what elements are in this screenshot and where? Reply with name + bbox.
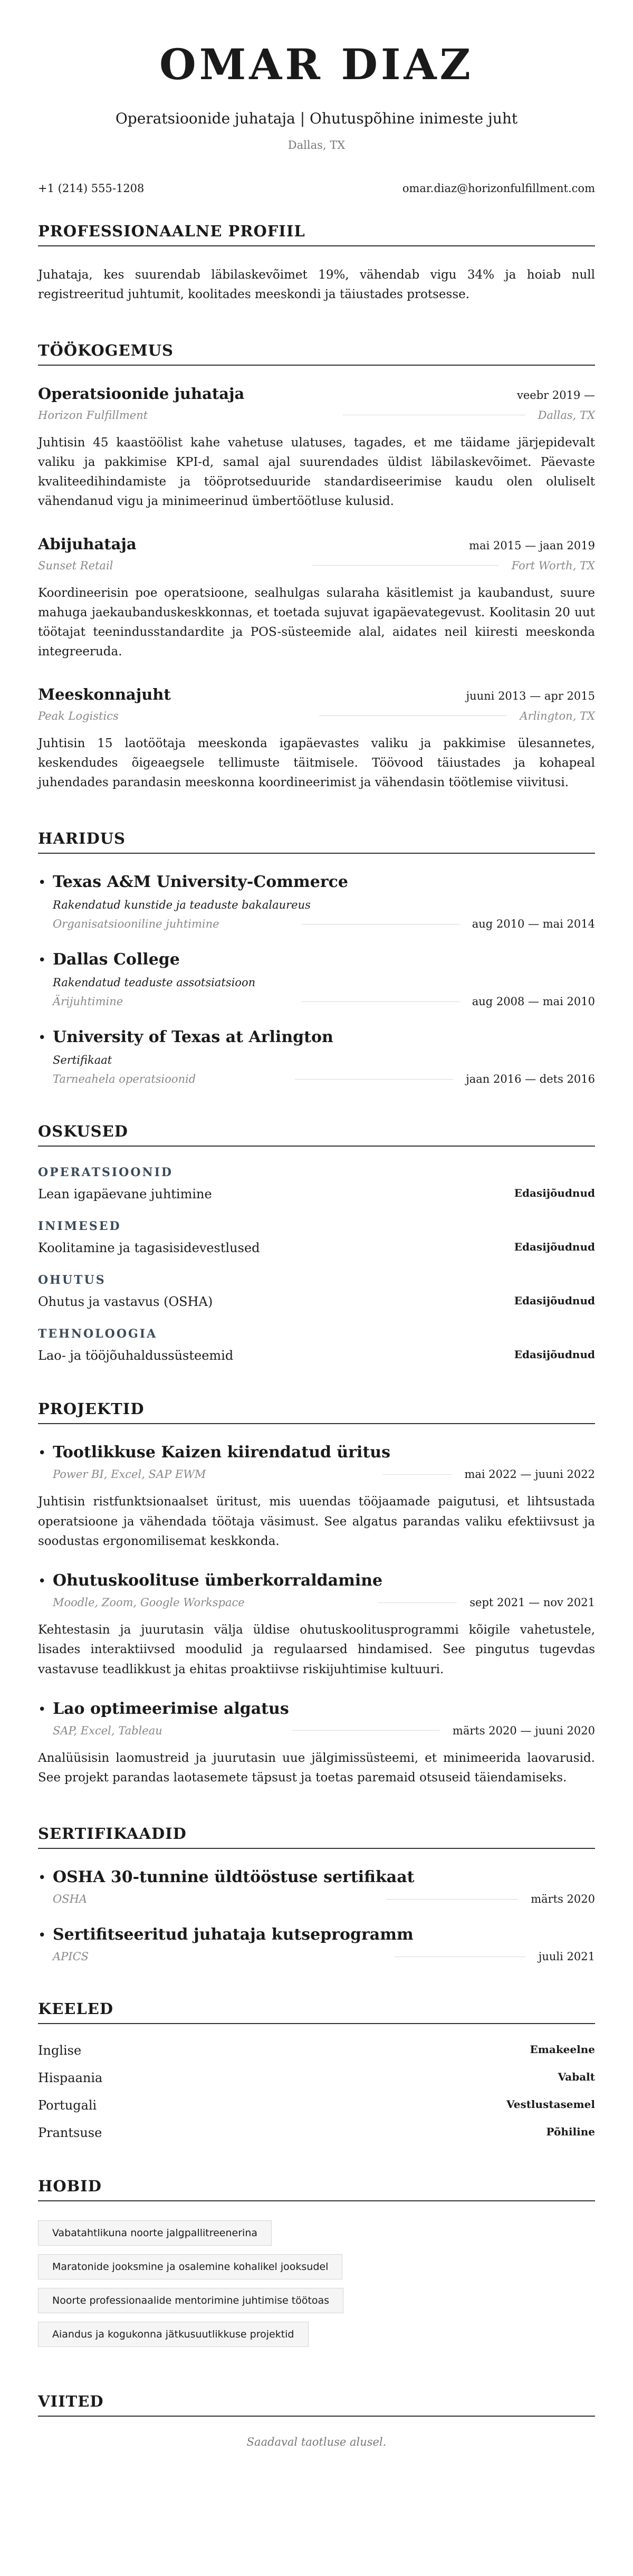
skill-category-name: TEHNOLOOGIA — [38, 1327, 158, 1341]
hobbies-section — [38, 2177, 595, 2355]
person-name: OMAR DIAZ — [159, 40, 474, 89]
skill-level: Edasijõudnud — [514, 1187, 595, 1200]
skill-name: Koolitamine ja tagasisidevestlused — [38, 1241, 260, 1256]
divider — [301, 1001, 459, 1002]
section-heading: KEELED — [38, 2000, 595, 2024]
hobby-tag: Vabatahtlikuna noorte jalgpallitreenerina — [38, 2220, 272, 2246]
job-location: Arlington, TX — [520, 709, 596, 722]
school-name: Texas A&M University-Commerce — [53, 873, 348, 892]
contact-row — [38, 182, 595, 195]
skill-category-name: OHUTUS — [38, 1273, 106, 1287]
skill-category — [38, 1219, 595, 1255]
project-entry — [38, 1700, 595, 1788]
references-text: Saadaval taotluse alusel. — [246, 2436, 387, 2449]
languages-section — [38, 2000, 595, 2140]
job-title: Abijuhataja — [38, 535, 137, 553]
certifications-section — [38, 1825, 595, 1963]
education-entry — [38, 873, 595, 930]
job-entry — [38, 535, 595, 662]
skill-category — [38, 1273, 595, 1309]
project-description: Juhtisin ristfunktsionaalset üritust, mis uuendas tööjaamade paigutusi, et lihtsustada operatsioone ja vähendada töötaja väsimust. See algatus parandas valiku efektiivsust ja soodustas ergonomilisemat keskkonda. — [38, 1495, 595, 1548]
education-section — [38, 829, 595, 1085]
bullet-icon: • — [38, 1445, 46, 1462]
certification-issuer: APICS — [53, 1950, 89, 1963]
project-description: Analüüsisin laomustreid ja juurutasin uue jälgimissüsteemi, et minimeerida laovarusid. See projekt parandas laotasemete täpsust ja toetas paremaid otsuseid täiendamiseks. — [38, 1751, 595, 1785]
project-dates: sept 2021 — nov 2021 — [469, 1596, 595, 1609]
project-name: Ohutuskoolituse ümberkorraldamine — [53, 1571, 383, 1590]
bullet-icon: • — [38, 875, 46, 891]
certification-name: OSHA 30-tunnine üldtööstuse sertifikaat — [53, 1868, 415, 1887]
hobby-tag: Noorte professionaalide mentorimine juhtimise töötoas — [38, 2288, 343, 2313]
language-name: Hispaania — [38, 2071, 103, 2086]
language-row — [38, 2071, 595, 2085]
divider — [378, 1602, 457, 1603]
job-description: Koordineerisin poe operatsioone, sealhulgas sularaha käsitlemist ja kaubandust, suure mahuga jaekaubanduskeskkonnas, et toetada sujuvat igapäevategevust. Koolitasin 20 uut töötajat teenindusstandardite ja POS-süsteemide alal, aidates neil kiiresti meeskonda integreeruda. — [38, 586, 595, 659]
references-section — [38, 2392, 595, 2448]
projects-section — [38, 1400, 595, 1788]
education-dates: aug 2010 — mai 2014 — [472, 918, 595, 931]
project-tools: Power BI, Excel, SAP EWM — [53, 1468, 206, 1481]
bullet-icon: • — [38, 952, 46, 969]
project-description: Kehtestasin ja juurutasin välja üldise ohutuskoolitusprogrammi kõigile vahetustele, lisades interaktiivsed moodulid ja regulaarsed hindamised. See pingutus tugevdas vastavuse teadlikkust ja ehitas proaktiivse riskijuhtimise kultuuri. — [38, 1623, 595, 1676]
skill-name: Lao- ja tööjõuhaldussüsteemid — [38, 1348, 234, 1363]
project-entry — [38, 1571, 595, 1680]
certification-issuer: OSHA — [53, 1893, 88, 1906]
skill-level: Edasijõudnud — [514, 1348, 595, 1361]
bullet-icon: • — [38, 1870, 46, 1886]
project-dates: märts 2020 — juuni 2020 — [452, 1724, 595, 1737]
job-location: Fort Worth, TX — [511, 559, 596, 572]
skill-category — [38, 1166, 595, 1201]
certification-date: juuli 2021 — [538, 1950, 595, 1963]
bullet-icon: • — [38, 1573, 46, 1590]
language-name: Portugali — [38, 2098, 97, 2113]
skill-name: Ohutus ja vastavus (OSHA) — [38, 1294, 213, 1310]
school-name: Dallas College — [53, 950, 180, 969]
language-row — [38, 2043, 595, 2058]
skill-level: Edasijõudnud — [514, 1241, 595, 1254]
section-heading: OSKUSED — [38, 1122, 595, 1147]
email-address: omar.diaz@horizonfulfillment.com — [402, 182, 595, 195]
project-entry — [38, 1443, 595, 1551]
divider — [386, 1899, 518, 1900]
language-level: Emakeelne — [530, 2043, 595, 2056]
certification-entry — [38, 1925, 595, 1963]
language-name: Inglise — [38, 2043, 82, 2058]
hobby-tag: Maratonide jooksmine ja osalemine kohalikel jooksudel — [38, 2254, 342, 2279]
degree: Rakendatud kunstide ja teaduste bakalaureus — [53, 899, 311, 912]
bullet-icon: • — [38, 1030, 46, 1046]
divider — [292, 1730, 440, 1731]
field-of-study: Ärijuhtimine — [53, 995, 123, 1008]
degree: Rakendatud teaduste assotsiatsioon — [53, 976, 256, 989]
skill-category — [38, 1327, 595, 1363]
bullet-icon: • — [38, 1928, 46, 1944]
project-name: Tootlikkuse Kaizen kiirendatud üritus — [53, 1443, 391, 1462]
certification-name: Sertifitseeritud juhataja kutseprogramm — [53, 1925, 414, 1944]
language-level: Põhiline — [546, 2125, 595, 2139]
skill-category-name: INIMESED — [38, 1219, 121, 1234]
education-dates: jaan 2016 — dets 2016 — [466, 1073, 595, 1086]
job-entry — [38, 385, 595, 512]
field-of-study: Organisatsiooniline juhtimine — [53, 918, 219, 931]
bullet-icon: • — [38, 1701, 46, 1718]
job-dates: juuni 2013 — apr 2015 — [466, 689, 595, 702]
education-entry — [38, 1028, 595, 1085]
skill-level: Edasijõudnud — [514, 1294, 595, 1308]
job-dates: mai 2015 — jaan 2019 — [469, 539, 595, 552]
location: Dallas, TX — [287, 139, 346, 151]
job-dates: veebr 2019 — — [517, 388, 595, 402]
project-name: Lao optimeerimise algatus — [53, 1699, 289, 1718]
skills-section — [38, 1122, 595, 1363]
job-title: Operatsioonide juhataja | Ohutuspõhine inimeste juht — [115, 110, 518, 127]
resume-header — [38, 0, 595, 151]
skill-category-name: OPERATSIOONID — [38, 1166, 173, 1180]
profile-section — [38, 222, 595, 304]
project-dates: mai 2022 — juuni 2022 — [464, 1468, 595, 1481]
job-description: Juhtisin 45 kaastöölist kahe vahetuse ulatuses, tagades, et me täidame järjepidevalt valiku ja pakkimise KPI-d, samal ajal suurendades üldist läbilaskevõimet. Päevaste kvaliteedihindamiste ja tööprotseduuride standardiseerimise kaudu olen oluliselt vähendanud vigu ja minimeerinud ümbertöötluse kulusid. — [38, 435, 595, 509]
section-heading: PROJEKTID — [38, 1400, 595, 1424]
certification-date: märts 2020 — [531, 1893, 595, 1906]
section-heading: HARIDUS — [38, 829, 595, 854]
company-name: Sunset Retail — [38, 559, 113, 572]
language-row — [38, 2098, 595, 2113]
school-name: University of Texas at Arlington — [53, 1028, 333, 1047]
language-name: Prantsuse — [38, 2125, 102, 2141]
job-title: Operatsioonide juhataja — [38, 384, 245, 403]
divider — [295, 1079, 453, 1080]
section-heading: SERTIFIKAADID — [38, 1825, 595, 1849]
education-dates: aug 2008 — mai 2010 — [472, 995, 595, 1008]
company-name: Horizon Fulfillment — [38, 408, 148, 422]
job-location: Dallas, TX — [538, 408, 595, 422]
experience-section — [38, 341, 595, 793]
job-description: Juhtisin 15 laotöötaja meeskonda igapäevastes valiku ja pakkimise ülesannetes, keskendudes õigeaegsele tellimuste täitmisele. Töövood täiustades ja kohapeal juhendades parandasin meeskonna koordineerimist ja vähendasin töötlemise viivitusi. — [38, 736, 595, 790]
degree: Sertifikaat — [53, 1054, 112, 1067]
section-heading: HOBID — [38, 2177, 595, 2201]
field-of-study: Tarneahela operatsioonid — [53, 1073, 196, 1086]
profile-text: Juhataja, kes suurendab läbilaskevõimet 19%, vähendab vigu 34% ja hoiab null registreeritud juhtumit, koolitades meeskondi ja täiustades protsesse. — [38, 268, 595, 301]
project-tools: Moodle, Zoom, Google Workspace — [53, 1596, 245, 1609]
company-name: Peak Logistics — [38, 709, 119, 722]
hobby-tags — [38, 2220, 595, 2355]
project-tools: SAP, Excel, Tableau — [53, 1724, 162, 1737]
education-entry — [38, 950, 595, 1008]
divider — [319, 715, 507, 716]
job-title: Meeskonnajuht — [38, 685, 171, 703]
language-row — [38, 2125, 595, 2140]
divider — [383, 1474, 452, 1475]
phone-number: +1 (214) 555-1208 — [38, 182, 145, 195]
section-heading: PROFESSIONAALNE PROFIIL — [38, 222, 595, 246]
section-heading: TÖÖKOGEMUS — [38, 341, 595, 366]
section-heading: VIITED — [38, 2392, 595, 2417]
divider — [312, 565, 499, 566]
language-level: Vestlustasemel — [506, 2098, 595, 2111]
job-entry — [38, 685, 595, 793]
language-level: Vabalt — [558, 2071, 595, 2084]
skill-name: Lean igapäevane juhtimine — [38, 1187, 212, 1202]
hobby-tag: Aiandus ja kogukonna jätkusuutlikkuse projektid — [38, 2322, 309, 2347]
certification-entry — [38, 1868, 595, 1905]
